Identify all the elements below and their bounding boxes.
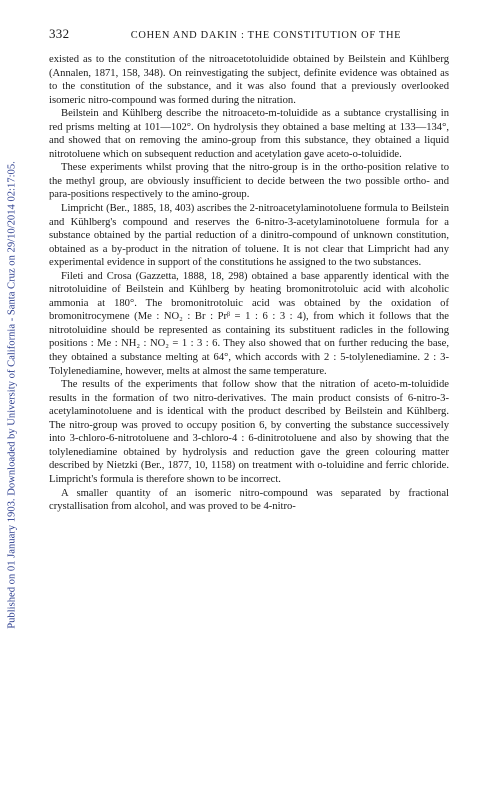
running-title: COHEN AND DAKIN : THE CONSTITUTION OF THE: [130, 30, 402, 41]
paragraph-1: existed as to the constitution of the nitroacetotoluidide obtained by Beilstein and Kühlberg (Annalen, 1871, 158, 348). On reinvestigating the subject, definite evidence was obtained as to the constitution of the substance, and it was also found that a previously overlooked isomeric nitro-compound was formed during the nitration.: [49, 54, 449, 106]
running-header: [49, 26, 449, 46]
body-text: [49, 53, 449, 514]
paragraph-6: The results of the experiments that follow show that the nitration of aceto-m-toluidide results in the formation of two nitro-derivatives. The main product consists of 6-nitro-3-acetylaminotoluene and is identical with the product described by Beilstein and Kühlberg. The nitro-group was proved to occupy position 6, by converting the substance successively into 3-chloro-6-nitrotoluene and 3-chloro-4 : 6-dinitrotoluene and also by showing that the tolylenediamine obtained by hydrolysis and reduction gave the green colouring matter described by Nietzki (Ber., 1877, 10, 1158) on treatment with o-toluidine and ferric chloride. Limpricht's formula is therefore shown to be incorrect.: [49, 379, 449, 485]
paragraph-5: Fileti and Crosa (Gazzetta, 1888, 18, 298) obtained a base apparently identical with the nitrotoluidine of Beilstein and Kühlberg by heating bromonitrotoluic acid with alcoholic ammonia at 180°. The bromonitrotoluic acid was obtained by the oxidation of bromonitrocymene (Me : NO₂ : Br : Prᵝ = 1 : 6 : 3 : 4), from which it follows that the nitrotoluidine should be represented as containing its substituent radicles in the following positions : Me : NH₂ : NO₂ = 1 : 3 : 6. They also showed that on further reducing the base, they obtained a substance melting at 64°, which accords with 2 : 5-tolylenediamine. 2 : 3-Tolylenediamine, however, melts at almost the same temperature.: [49, 270, 449, 377]
paragraph-3: These experiments whilst proving that the nitro-group is in the ortho-position relative to the methyl group, are obviously insufficient to decide between the two possible ortho- and para-positions respectively to the amino-group.: [49, 162, 449, 201]
download-stamp-text: Published on 01 January 1903. Downloaded by University of California - Santa Cruz on 29/10/2014 02:17:05.: [6, 161, 18, 629]
download-stamp: [2, 0, 22, 792]
paragraph-4: Limpricht (Ber., 1885, 18, 403) ascribes the 2-nitroacetylaminotoluene formula to Beilstein and Kühlberg's compound and reserves the 6-nitro-3-acetylaminotoluene formula for a substance obtained by the partial reduction of a dinitro-compound of unknown constitution, obtained as a by-product in the nitration of toluene. It is not clear that Limpricht had any experimental evidence in support of the constitutions he assigned to the two substances.: [49, 203, 449, 269]
paragraph-2: Beilstein and Kühlberg describe the nitroaceto-m-toluidide as a subtance crystallising in red prisms melting at 101—102°. On hydrolysis they obtained a base melting at 133—134°, and showed that on removing the amino-group from this substance, they obtained a liquid nitrotoluene which on subsequent reduction and acetylation gave aceto-o-toluidide.: [49, 108, 449, 160]
paragraph-7: A smaller quantity of an isomeric nitro-compound was separated by fractional crystallisation from alcohol, and was proved to be 4-nitro-: [49, 487, 449, 513]
page: [49, 26, 449, 514]
page-number: 332: [49, 26, 70, 41]
